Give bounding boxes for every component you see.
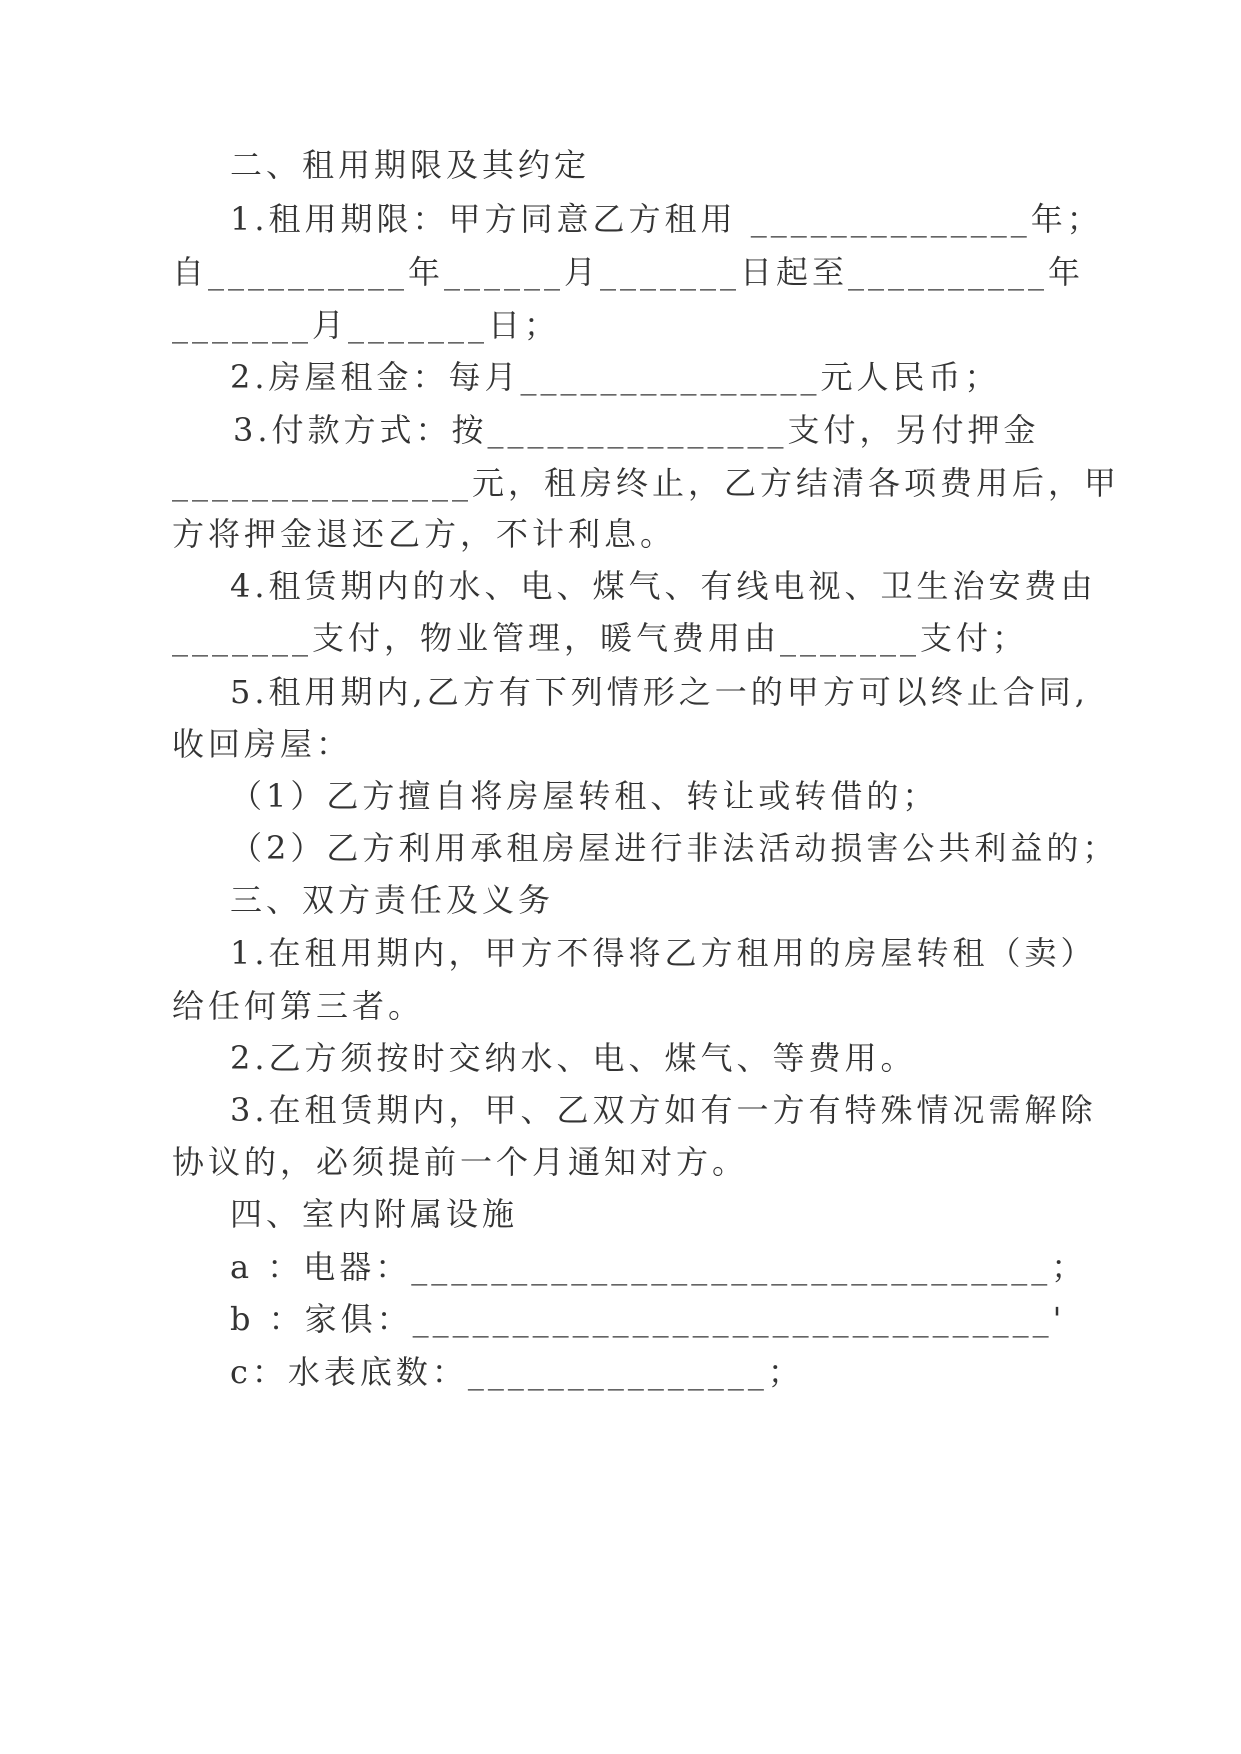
paragraph-line: 给任何第三者。 [172,987,425,1025]
paragraph-line: 2.乙方须按时交纳水、电、煤气、等费用。 [230,1039,917,1077]
paragraph-line: _______月_______日； [172,306,561,344]
paragraph-line: _______支付，物业管理，暖气费用由_______支付； [172,619,1029,657]
paragraph-line: 协议的，必须提前一个月通知对方。 [172,1143,749,1181]
paragraph-line: 自__________年______月_______日起至__________年 [172,253,1085,291]
paragraph-line: _______________元，租房终止，乙方结清各项费用后，甲 [172,464,1121,502]
paragraph-line: 1.租用期限：甲方同意乙方租用 ______________年； [230,200,1103,238]
facility-item-furniture: b ：家俱：________________________________' [230,1300,1066,1338]
paragraph-line: 方将押金退还乙方，不计利息。 [172,515,677,553]
paragraph-line: 3.在租赁期内，甲、乙双方如有一方有特殊情况需解除 [230,1091,1097,1129]
section-heading-lease-term: 二、租用期限及其约定 [230,146,591,184]
list-item: （1）乙方擅自将房屋转租、转让或转借的； [230,777,939,815]
paragraph-line: 5.租用期内,乙方有下列情形之一的甲方可以终止合同, [230,673,1089,711]
paragraph-line: 2.房屋租金：每月_______________元人民币； [230,358,1001,396]
paragraph-line: 1.在租用期内，甲方不得将乙方租用的房屋转租（卖） [230,934,1097,972]
paragraph-line: 4.租赁期内的水、电、煤气、有线电视、卫生治安费由 [230,567,1097,605]
section-heading-facilities: 四、室内附属设施 [230,1195,519,1233]
facility-item-water-meter: c：水表底数：_______________； [230,1353,804,1391]
facility-item-appliances: a ：电器：________________________________； [230,1248,1088,1286]
paragraph-line: 3.付款方式：按_______________支付，另付押金 [233,411,1040,449]
paragraph-line: 收回房屋： [172,725,353,763]
section-heading-responsibilities: 三、双方责任及义务 [230,881,555,919]
list-item: （2）乙方利用承租房屋进行非法活动损害公共利益的； [230,829,1119,867]
